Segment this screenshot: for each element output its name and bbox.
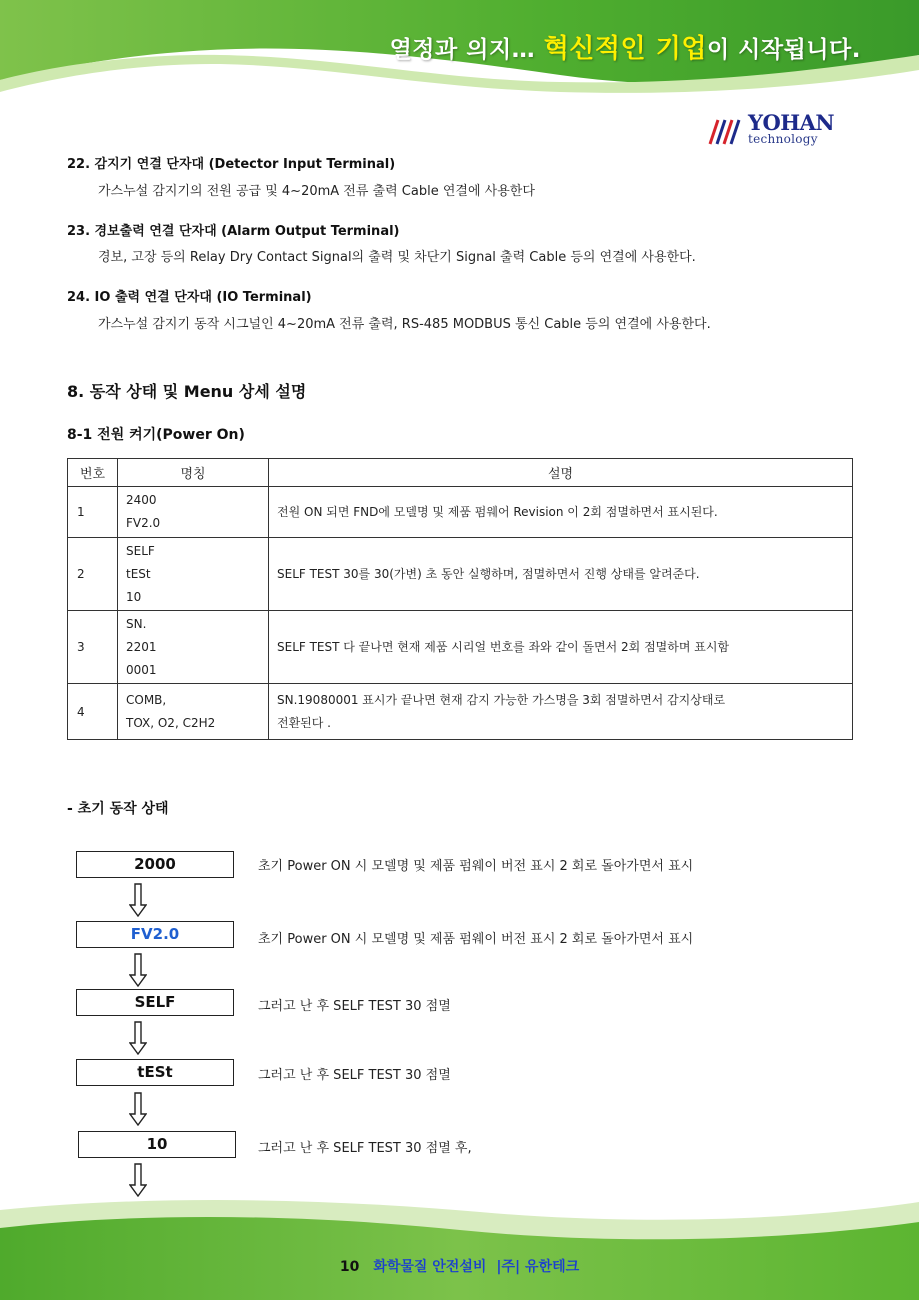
fnd-display-box: SELF	[76, 989, 234, 1016]
cell-name	[118, 538, 269, 611]
chapter-subtitle: 8-1 전원 켜기(Power On)	[67, 427, 245, 443]
power-on-table	[67, 458, 853, 740]
section-22-desc: 가스누설 감지기의 전원 공급 및 4~20mA 전류 출력 Cable 연결에 사용한다	[98, 184, 535, 199]
table-row	[68, 487, 853, 538]
step-description: 그러고 난 후 SELF TEST 30 점멸	[258, 999, 451, 1014]
cell-desc	[269, 684, 853, 740]
cell-name-line: FV2.0	[126, 516, 161, 530]
footer-wave	[0, 1190, 919, 1300]
table-header-row	[68, 459, 853, 487]
section-22-title: 22. 감지기 연결 단자대 (Detector Input Terminal)	[67, 157, 396, 172]
section-23-desc: 경보, 고장 등의 Relay Dry Contact Signal의 출력 및 차단기 Signal 출력 Cable 등의 연결에 사용한다.	[98, 250, 696, 265]
cell-desc-line: 전원 ON 되면 FND에 모델명 및 제품 펌웨어 Revision 이 2회 점멸하면서 표시된다.	[277, 504, 718, 519]
cell-desc	[269, 487, 853, 538]
cell-no: 4	[68, 684, 118, 740]
cell-name-line: COMB,	[126, 692, 167, 707]
cell-desc	[269, 611, 853, 684]
header-name: 명칭	[118, 459, 269, 487]
section-24-title: 24. IO 출력 연결 단자대 (IO Terminal)	[67, 290, 312, 305]
down-arrow-icon	[129, 883, 147, 917]
footer-company: |주| 유한테크	[496, 1259, 580, 1275]
cell-name-line: SELF	[126, 543, 155, 558]
chapter-title: 8. 동작 상태 및 Menu 상세 설명	[67, 382, 307, 401]
init-state-title: - 초기 동작 상태	[67, 801, 169, 817]
header-slogan: 열정과 의지… 혁신적인 기업이 시작됩니다.	[389, 34, 861, 64]
cell-no: 3	[68, 611, 118, 684]
header-no: 번호	[68, 459, 118, 487]
down-arrow-icon	[129, 953, 147, 987]
cell-name	[118, 487, 269, 538]
table-row	[68, 538, 853, 611]
cell-desc-line: SELF TEST 다 끝나면 현재 제품 시리얼 번호를 좌와 같이 돌면서 2회 점멸하며 표시함	[277, 639, 730, 654]
down-arrow-icon	[129, 1021, 147, 1055]
cell-desc-line: SN.19080001 표시가 끝나면 현재 감지 가능한 가스명을 3회 점멸하면서 감지상태로	[277, 692, 726, 707]
footer-title: 화학물질 안전설비	[373, 1259, 487, 1275]
step-description: 초기 Power ON 시 모델명 및 제품 펌웨이 버전 표시 2 회로 돌아가면서 표시	[258, 932, 694, 947]
cell-desc-line: 전환된다 .	[277, 715, 331, 730]
step-description: 초기 Power ON 시 모델명 및 제품 펌웨이 버전 표시 2 회로 돌아가면서 표시	[258, 859, 694, 874]
cell-name-line: TOX, O2, C2H2	[126, 715, 216, 730]
cell-name-line: 0001	[126, 662, 157, 677]
logo-stripes-icon	[708, 116, 742, 146]
step-description: 그러고 난 후 SELF TEST 30 점멸	[258, 1068, 451, 1083]
logo-tagline: technology	[748, 132, 818, 146]
page-number: 10	[339, 1259, 360, 1275]
logo-brand: YOHAN	[748, 110, 835, 135]
section-24-desc: 가스누설 감지기 동작 시그널인 4~20mA 전류 출력, RS-485 MODBUS 통신 Cable 등의 연결에 사용한다.	[98, 317, 711, 332]
cell-desc-line: SELF TEST 30를 30(가변) 초 동안 실행하며, 점멸하면서 진행 상태를 알려준다.	[277, 566, 700, 581]
cell-name-line: SN.	[126, 616, 147, 631]
section-23-title: 23. 경보출력 연결 단자대 (Alarm Output Terminal)	[67, 224, 400, 239]
cell-no: 1	[68, 487, 118, 538]
cell-name-line: tESt	[126, 566, 151, 581]
fnd-display-box: 2000	[76, 851, 234, 878]
cell-name-line: 10	[126, 589, 142, 604]
header-desc: 설명	[269, 459, 853, 487]
cell-name-line: 2400	[126, 493, 157, 507]
cell-desc	[269, 538, 853, 611]
page-footer	[0, 1256, 919, 1276]
cell-name	[118, 611, 269, 684]
fnd-display-box: tESt	[76, 1059, 234, 1086]
down-arrow-icon	[129, 1092, 147, 1126]
cell-name	[118, 684, 269, 740]
table-row	[68, 684, 853, 740]
fnd-display-box: 10	[78, 1131, 236, 1158]
company-logo	[708, 110, 848, 152]
table-row	[68, 611, 853, 684]
step-description: 그러고 난 후 SELF TEST 30 점멸 후,	[258, 1141, 472, 1156]
fnd-display-box: FV2.0	[76, 921, 234, 948]
cell-name-line: 2201	[126, 639, 157, 654]
cell-no: 2	[68, 538, 118, 611]
